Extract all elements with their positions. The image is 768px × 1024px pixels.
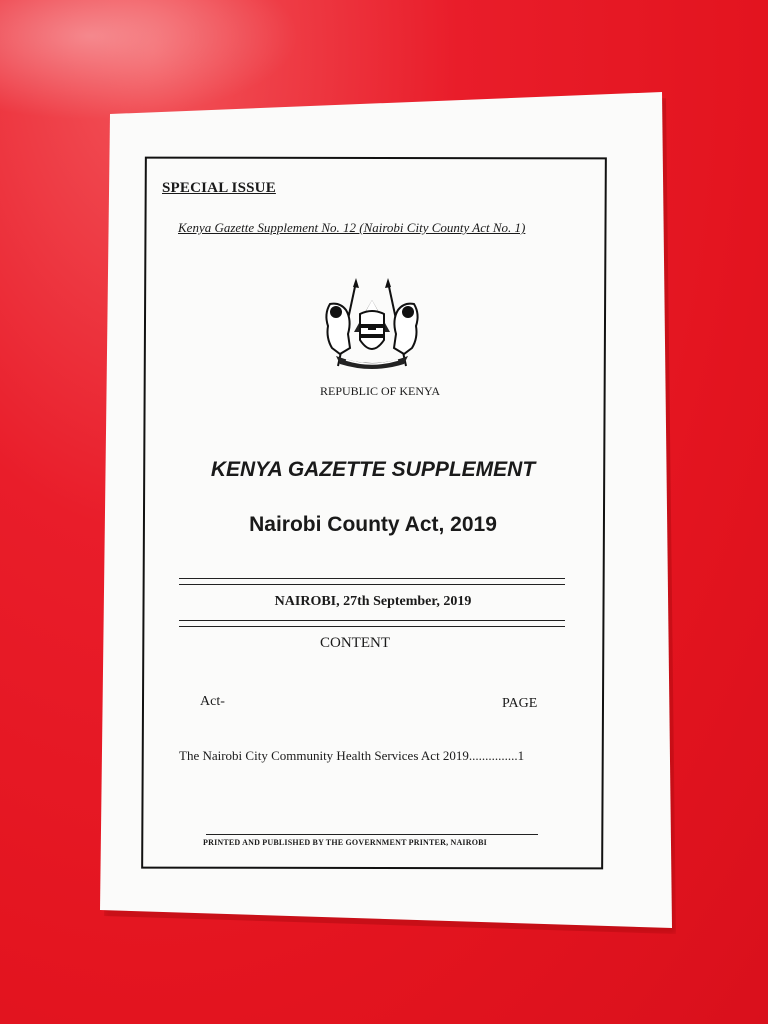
- act-column-label: Act-: [200, 694, 225, 709]
- divider-line: [179, 584, 565, 585]
- divider-line: [179, 626, 565, 627]
- republic-label: REPUBLIC OF KENYA: [319, 384, 440, 398]
- printer-imprint: PRINTED AND PUBLISHED BY THE GOVERNMENT PRINTER, NAIROBI: [203, 838, 487, 847]
- page-column-label: PAGE: [502, 696, 538, 711]
- divider-line: [179, 620, 565, 621]
- kenya-coat-of-arms-icon: [316, 274, 428, 374]
- dateline: NAIROBI, 27th September, 2019: [274, 594, 472, 609]
- special-issue-heading: SPECIAL ISSUE: [162, 180, 276, 196]
- supplement-reference: Kenya Gazette Supplement No. 12 (Nairobi City County Act No. 1): [178, 220, 526, 235]
- document-subtitle: Nairobi County Act, 2019: [249, 513, 497, 536]
- divider-line: [179, 578, 565, 579]
- footer-divider: [206, 834, 538, 835]
- content-heading: CONTENT: [320, 635, 390, 651]
- toc-entry: The Nairobi City Community Health Services Act 2019...............1: [179, 748, 525, 763]
- document-title: KENYA GAZETTE SUPPLEMENT: [210, 458, 536, 481]
